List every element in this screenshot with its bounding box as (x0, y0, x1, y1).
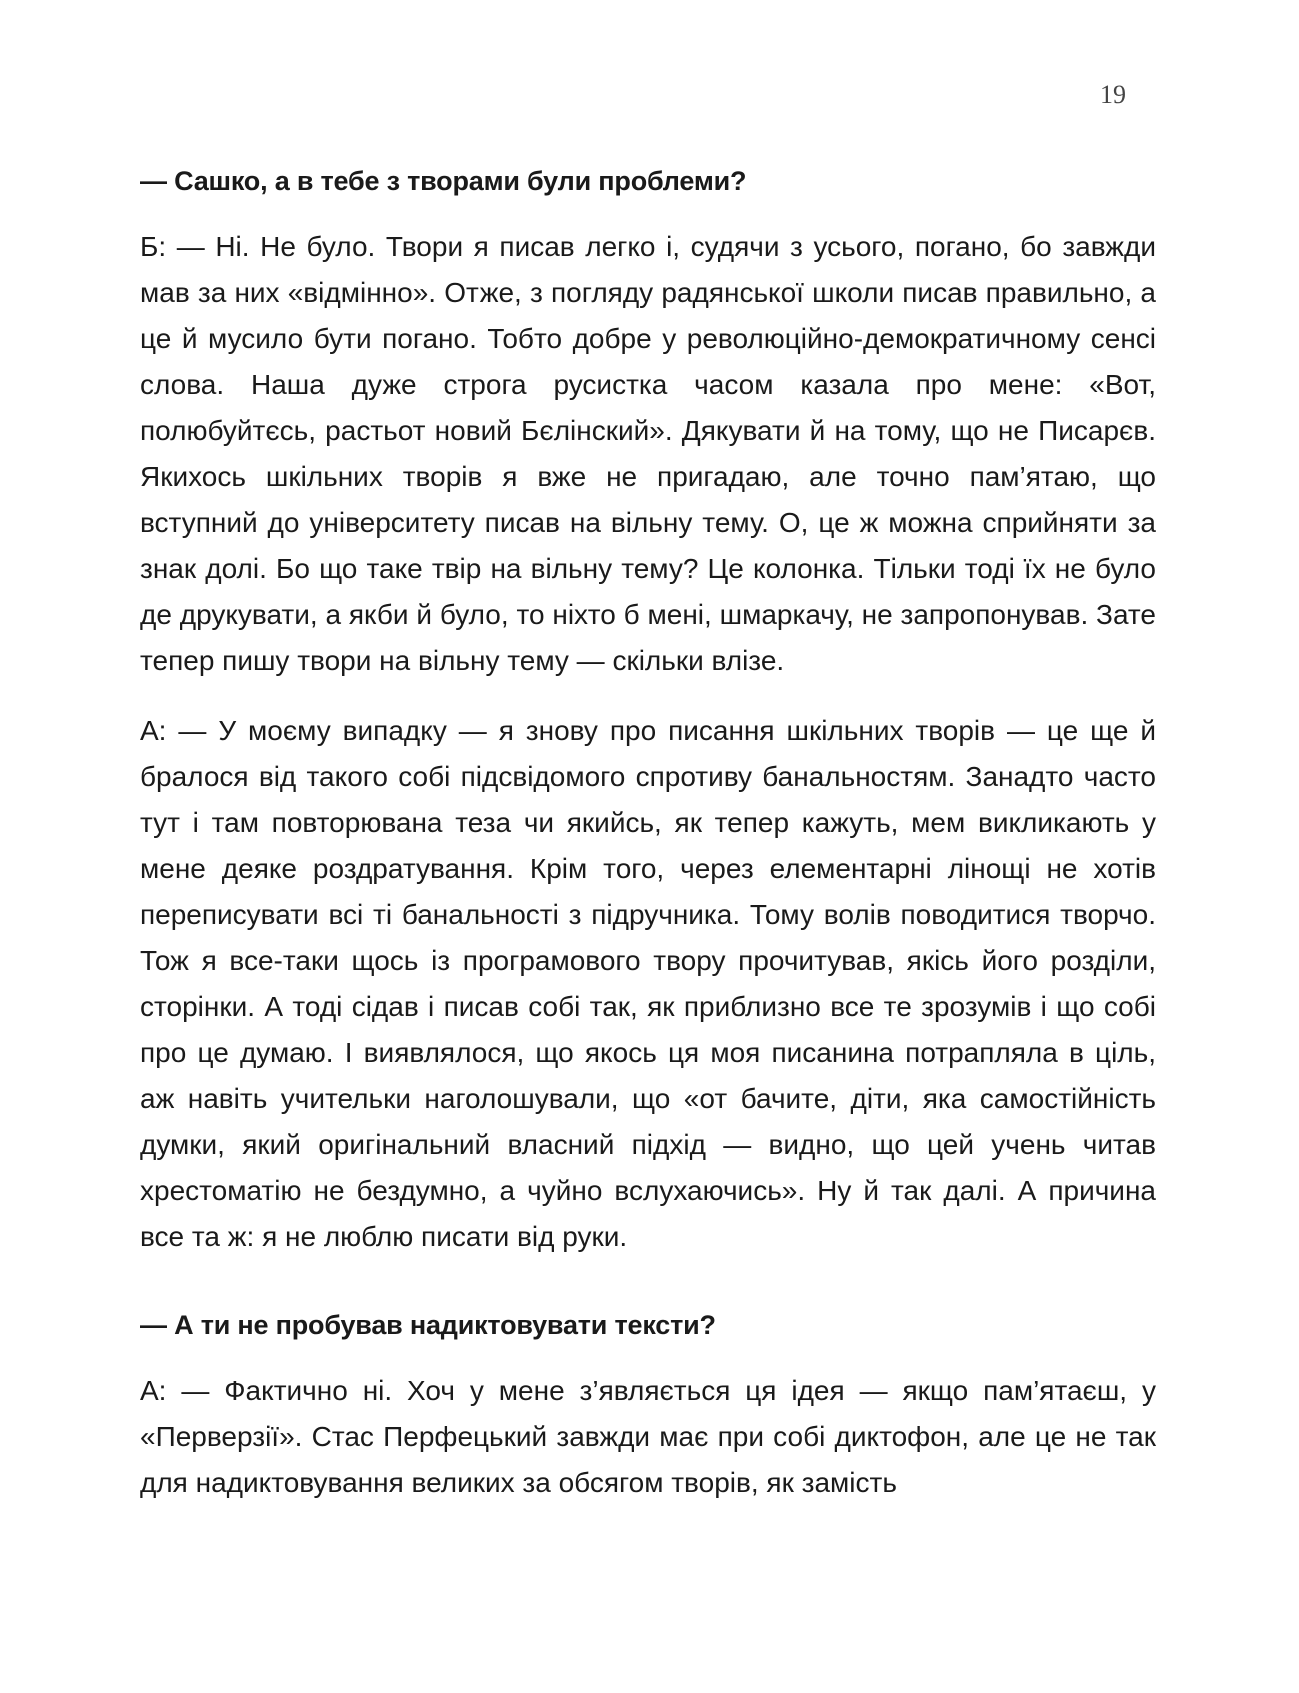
interview-answer: А: — Фактично ні. Хоч у мене з’являється ця ідея — якщо пам’ятаєш, у «Перверзії». Стас Перфецький завжди має при собі диктофон, але це не так для надиктовування великих за обсягом творів, як замість (140, 1375, 1156, 1498)
page-body (140, 158, 1156, 1530)
interview-question: — Сашко, а в тебе з творами були проблеми? (140, 166, 747, 196)
interview-answer: А: — У моєму випадку — я знову про писання шкільних творів — це ще й бралося від такого собі підсвідомого спротиву банальностям. Занадто часто тут і там повторювана теза чи якийсь, як тепер кажуть, мем викликають у мене деяке роздратування. Крім того, через елементарні лінощі не хотів переписувати всі ті банальності з підручника. Тому волів поводитися творчо. Тож я все-таки щось із програмового твору прочитував, якісь його розділи, сторінки. А тоді сідав і писав собі так, як приблизно все те зрозумів і що собі про це думаю. І виявлялося, що якось ця моя писанина потрапляла в ціль, аж навіть учительки наголошували, що «от бачите, діти, яка самостійність думки, який оригінальний власний підхід — видно, що цей учень читав хрестоматію не бездумно, а чуйно вслухаючись». Ну й так далі. А причина все та ж: я не люблю писати від руки. (140, 715, 1156, 1252)
page-number: 19 (1100, 80, 1126, 109)
interview-answer: Б: — Ні. Не було. Твори я писав легко і, судячи з усього, погано, бо завжди мав за них «відмінно». Отже, з погляду радянської школи писав правильно, а це й мусило бути погано. Тобто добре у революційно-демократичному сенсі слова. Наша дуже строга русистка часом казала про мене: «Вот, полюбуйтєсь, растьот новий Бєлінский». Дякувати й на тому, що не Писарєв. Якихось шкільних творів я вже не пригадаю, але точно пам’ятаю, що вступний до університету писав на вільну тему. О, це ж можна сприйняти за знак долі. Бо що таке твір на вільну тему? Це колонка. Тільки тоді їх не було де друкувати, а якби й було, то ніхто б мені, шмаркачу, не запропонував. Зате тепер пишу твори на вільну тему — скільки влізе. (140, 231, 1156, 676)
interview-question: — А ти не пробував надиктовувати тексти? (140, 1310, 716, 1340)
